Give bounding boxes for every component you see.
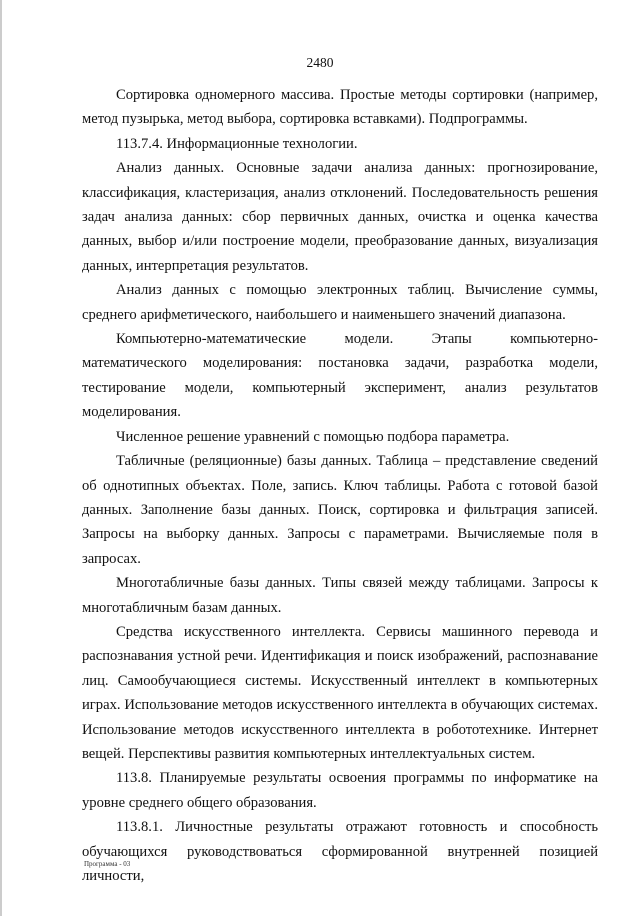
paragraph-multitable-databases: Многотабличные базы данных. Типы связей между таблицами. Запросы к многотабличным базам данных. [82, 575, 598, 616]
paragraph-spreadsheets: Анализ данных с помощью электронных таблиц. Вычисление суммы, среднего арифметического, наибольшего и наименьшего значений диапазона. [82, 282, 598, 323]
paragraph-math-models: Компьютерно-математические модели. Этапы компьютерно-математического моделирования: постановка задачи, разработка модели, тестирование модели, компьютерный эксперимент, анализ результатов моделирования. [82, 331, 598, 421]
paragraph-sorting: Сортировка одномерного массива. Простые методы сортировки (например, метод пузырька, метод выбора, сортировка вставками). Подпрограммы. [82, 87, 598, 128]
page-footer: Программа - 03 [84, 860, 131, 868]
page-number: 2480 [306, 55, 334, 70]
paragraph-data-analysis: Анализ данных. Основные задачи анализа данных: прогнозирование, классификация, кластеризация, анализ отклонений. Последовательность решения задач анализа данных: сбор первичных данных, очистка и оценка качества данных, выбор и/или построение модели, преобразование данных, визуализация данных, интерпретация результатов. [82, 160, 598, 274]
scan-edge [0, 0, 2, 916]
document-body [82, 83, 598, 888]
paragraph-personal-results: 113.8.1. Личностные результаты отражают готовность и способность обучающихся руководствоваться сформированной внутренней позицией личности, [82, 819, 598, 884]
paragraph-numerical-solution: Численное решение уравнений с помощью подбора параметра. [116, 428, 510, 445]
paragraph-artificial-intelligence: Средства искусственного интеллекта. Сервисы машинного перевода и распознавания устной речи. Идентификация и поиск изображений, распознавание лиц. Самообучающиеся системы. Искусственный интеллект в компьютерных играх. Использование методов искусственного интеллекта в обучающих системах. Использование методов искусственного интеллекта в робототехнике. Интернет вещей. Перспективы развития компьютерных интеллектуальных систем. [82, 623, 598, 762]
paragraph-relational-databases: Табличные (реляционные) базы данных. Таблица – представление сведений об однотипных объектах. Поле, запись. Ключ таблицы. Работа с готовой базой данных. Заполнение базы данных. Поиск, сортировка и фильтрация записей. Запросы на выборку данных. Запросы с параметрами. Вычисляемые поля в запросах. [82, 453, 598, 567]
section-heading-information-technologies: 113.7.4. Информационные технологии. [116, 135, 358, 152]
section-heading-planned-results: 113.8. Планируемые результаты освоения программы по информатике на уровне среднего общего образования. [82, 770, 598, 811]
